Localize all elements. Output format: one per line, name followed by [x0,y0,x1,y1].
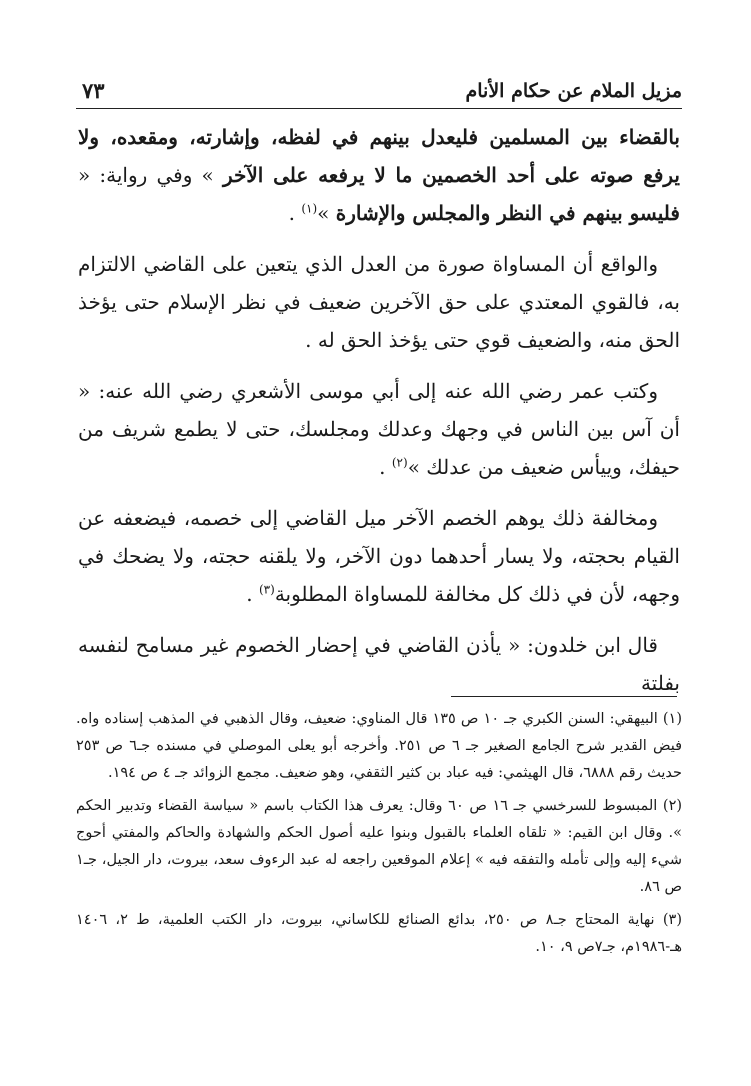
paragraph-4-text: ومخالفة ذلك يوهم الخصم الآخر ميل القاضي إلى خصمه، فيضعفه عن القيام بحجته، ولا يسار أحدهما دون الآخر، ولا يلقنه حجته، ولا يضحك في وجهه، لأن في ذلك كل مخالفة للمساواة المطلوبة [78,506,680,606]
footnote-divider [451,696,677,697]
footnote-1 [76,706,682,787]
footnotes [76,706,682,967]
paragraph-end: . [288,201,302,225]
paragraph-5: قال ابن خلدون: « يأذن القاضي في إحضار الخصوم غير مسامح لنفسه بفلتة [78,633,680,695]
footnote-number: (٢) [662,798,683,814]
paragraph-3-text: وكتب عمر رضي الله عنه إلى أبي موسى الأشعري رضي الله عنه: « أن آس بين الناس في وجهك وعدلك ومجلسك، حتى لا يطمع شريف من حيفك، وييأس ضعيف من عدلك » [78,379,680,479]
paragraph-4 [78,499,680,613]
riwaya-connector: » وفي رواية: « [78,163,223,187]
hadith-quote-part-1: بالقضاء بين المسلمين فليعدل بينهم في لفظه، وإشارته، ومقعده، ولا يرفع صوته على أحد الخصمين ما لا يرفعه على الآخر [78,125,680,187]
footnote-ref-1[interactable]: (١) [301,201,318,216]
hadith-quote-part-2: فليسو بينهم في النظر والمجلس والإشارة [335,201,680,225]
page-number: ٧٣ [82,78,105,103]
footnote-number: (٣) [662,912,683,928]
paragraph-1 [78,118,680,232]
footnote-3 [76,907,682,961]
quote-close: » [317,201,336,225]
paragraph-3 [78,372,680,486]
footnote-ref-3[interactable]: (٣) [258,582,275,597]
paragraph-end: . [246,582,259,606]
footnote-text: المبسوط للسرخسي جـ ١٦ ص ٦٠ وقال: يعرف هذا الكتاب باسم « سياسة القضاء وتدبير الحكم ». وقال ابن القيم: « تلقاه العلماء بالقبول وبنوا عليه أصول الحكم والشهادة والحاكم والمفتي أحوج شيء إليه وإلى تأمله والتفقه فيه » إعلام الموقعين راجعه له عبد الرءوف سعد، بيروت، دار الجيل، جـ١ ص ٨٦. [76,798,682,895]
footnote-number: (١) [662,711,683,727]
footnote-ref-2[interactable]: (٢) [391,455,408,470]
footnote-text: نهاية المحتاج جـ٨ ص ٢٥٠، بدائع الصنائع للكاساني، بيروت، دار الكتب العلمية، ط ٢، ١٤٠٦ هـ-١٩٨٦م، جـ٧ص ٩، ١٠. [76,912,682,955]
footnote-2 [76,793,682,901]
paragraph-2: والواقع أن المساواة صورة من العدل الذي يتعين على القاضي الالتزام به، فالقوي المعتدي على حق الآخرين ضعيف في نظر الإسلام حتى يؤخذ الحق منه، والضعيف قوي حتى يؤخذ الحق له . [78,252,680,352]
footnote-text: البيهقي: السنن الكبري جـ ١٠ ص ١٣٥ قال المناوي: ضعيف، وقال الذهبي في المذهب إسناده واه. فيض القدير شرح الجامع الصغير جـ ٦ ص ٢٥١. وأخرجه أبو يعلى الموصلي في مسنده جـ٦ ص ٢٥٣ حديث رقم ٦٨٨٨، قال الهيثمي: فيه عباد بن كثير الثقفي، وهو ضعيف. مجمع الزوائد جـ ٤ ص ١٩٤. [76,711,683,781]
main-text [78,118,680,715]
running-title: مزيل الملام عن حكام الأنام [465,80,682,102]
page-header [76,78,682,109]
paragraph-end: . [379,455,392,479]
